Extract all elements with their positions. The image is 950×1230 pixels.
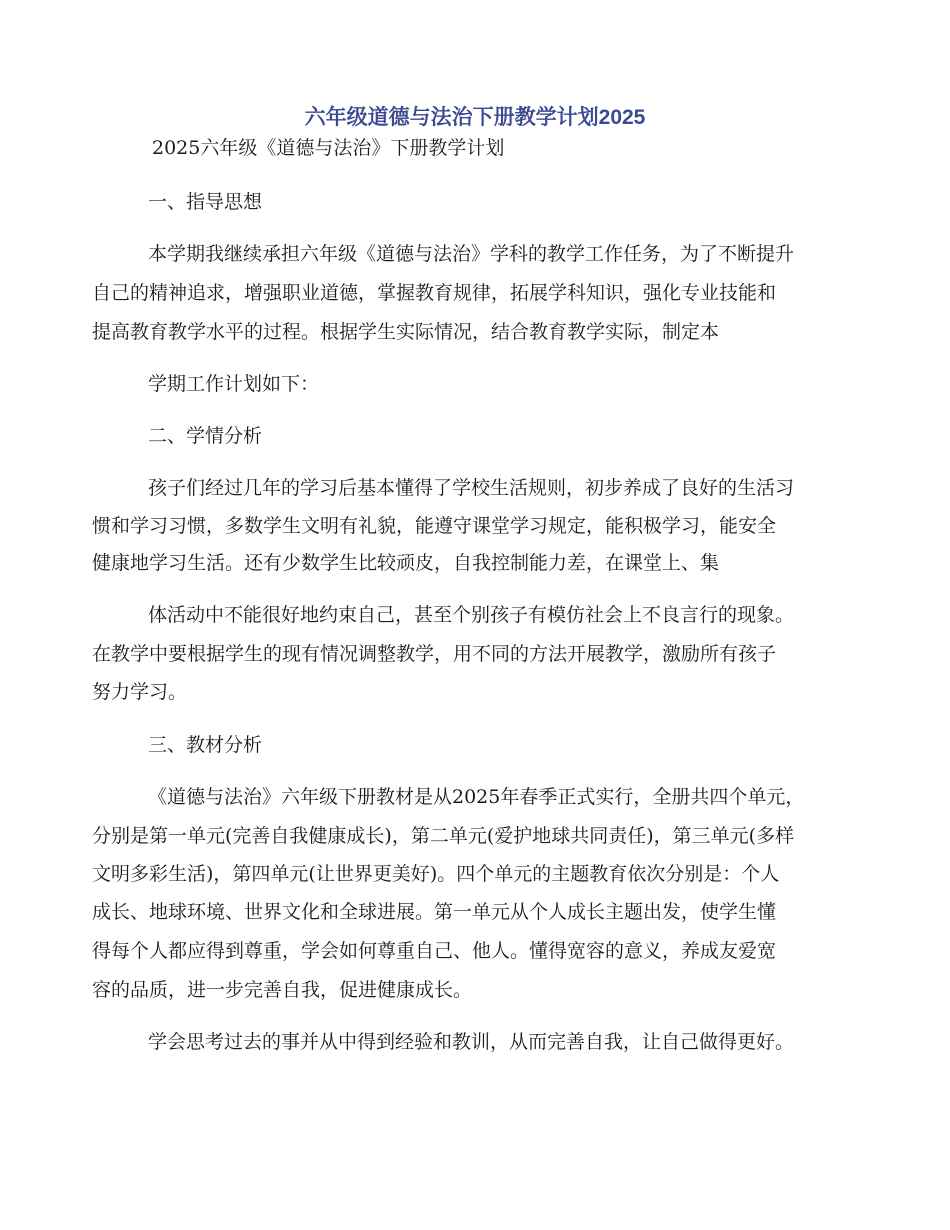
- paragraph-line: 在教学中要根据学生的现有情况调整教学，用不同的方法开展教学，激励所有孩子: [92, 643, 777, 665]
- paragraph-line: 孩子们经过几年的学习后基本懂得了学校生活规则，初步养成了良好的生活习: [148, 477, 795, 499]
- document-subtitle: 2025六年级《道德与法治》下册教学计划: [152, 137, 505, 159]
- paragraph-line: 容的品质，进一步完善自我，促进健康成长。: [92, 979, 473, 1001]
- paragraph-line: 本学期我继续承担六年级《道德与法治》学科的教学工作任务，为了不断提升: [148, 243, 795, 265]
- paragraph-line: 分别是第一单元(完善自我健康成长)，第二单元(爱护地球共同责任)，第三单元(多样: [92, 825, 795, 847]
- paragraph-line: 成长、地球环境、世界文化和全球进展。第一单元从个人成长主题出发，使学生懂: [92, 901, 777, 923]
- paragraph-line: 体活动中不能很好地约束自己，甚至个别孩子有模仿社会上不良言行的现象。: [148, 604, 795, 626]
- section-heading-guiding-thought: 一、指导思想: [148, 191, 263, 213]
- paragraph-line: 学会思考过去的事并从中得到经验和教训，从而完善自我，让自己做得更好。: [148, 1031, 795, 1053]
- paragraph-line: 提高教育教学水平的过程。根据学生实际情况，结合教育教学实际，制定本: [92, 321, 720, 343]
- paragraph-line: 惯和学习习惯，多数学生文明有礼貌，能遵守课堂学习规定，能积极学习，能安全: [92, 515, 777, 537]
- paragraph-line: 自己的精神追求，增强职业道德，掌握教育规律，拓展学科知识，强化专业技能和: [92, 282, 777, 304]
- section-heading-student-analysis: 二、学情分析: [148, 425, 263, 447]
- paragraph-line: 健康地学习生活。还有少数学生比较顽皮，自我控制能力差，在课堂上、集: [92, 552, 720, 574]
- paragraph-line: 《道德与法治》六年级下册教材是从2025年春季正式实行，全册共四个单元，: [148, 786, 805, 808]
- paragraph-line: 学期工作计划如下：: [148, 373, 320, 395]
- paragraph-line: 文明多彩生活)，第四单元(让世界更美好)。四个单元的主题教育依次分别是：个人: [92, 863, 780, 885]
- section-heading-textbook-analysis: 三、教材分析: [148, 734, 263, 756]
- document-title: 六年级道德与法治下册教学计划2025: [304, 106, 646, 129]
- paragraph-line: 努力学习。: [92, 681, 188, 703]
- paragraph-line: 得每个人都应得到尊重，学会如何尊重自己、他人。懂得宽容的意义，养成友爱宽: [92, 940, 777, 962]
